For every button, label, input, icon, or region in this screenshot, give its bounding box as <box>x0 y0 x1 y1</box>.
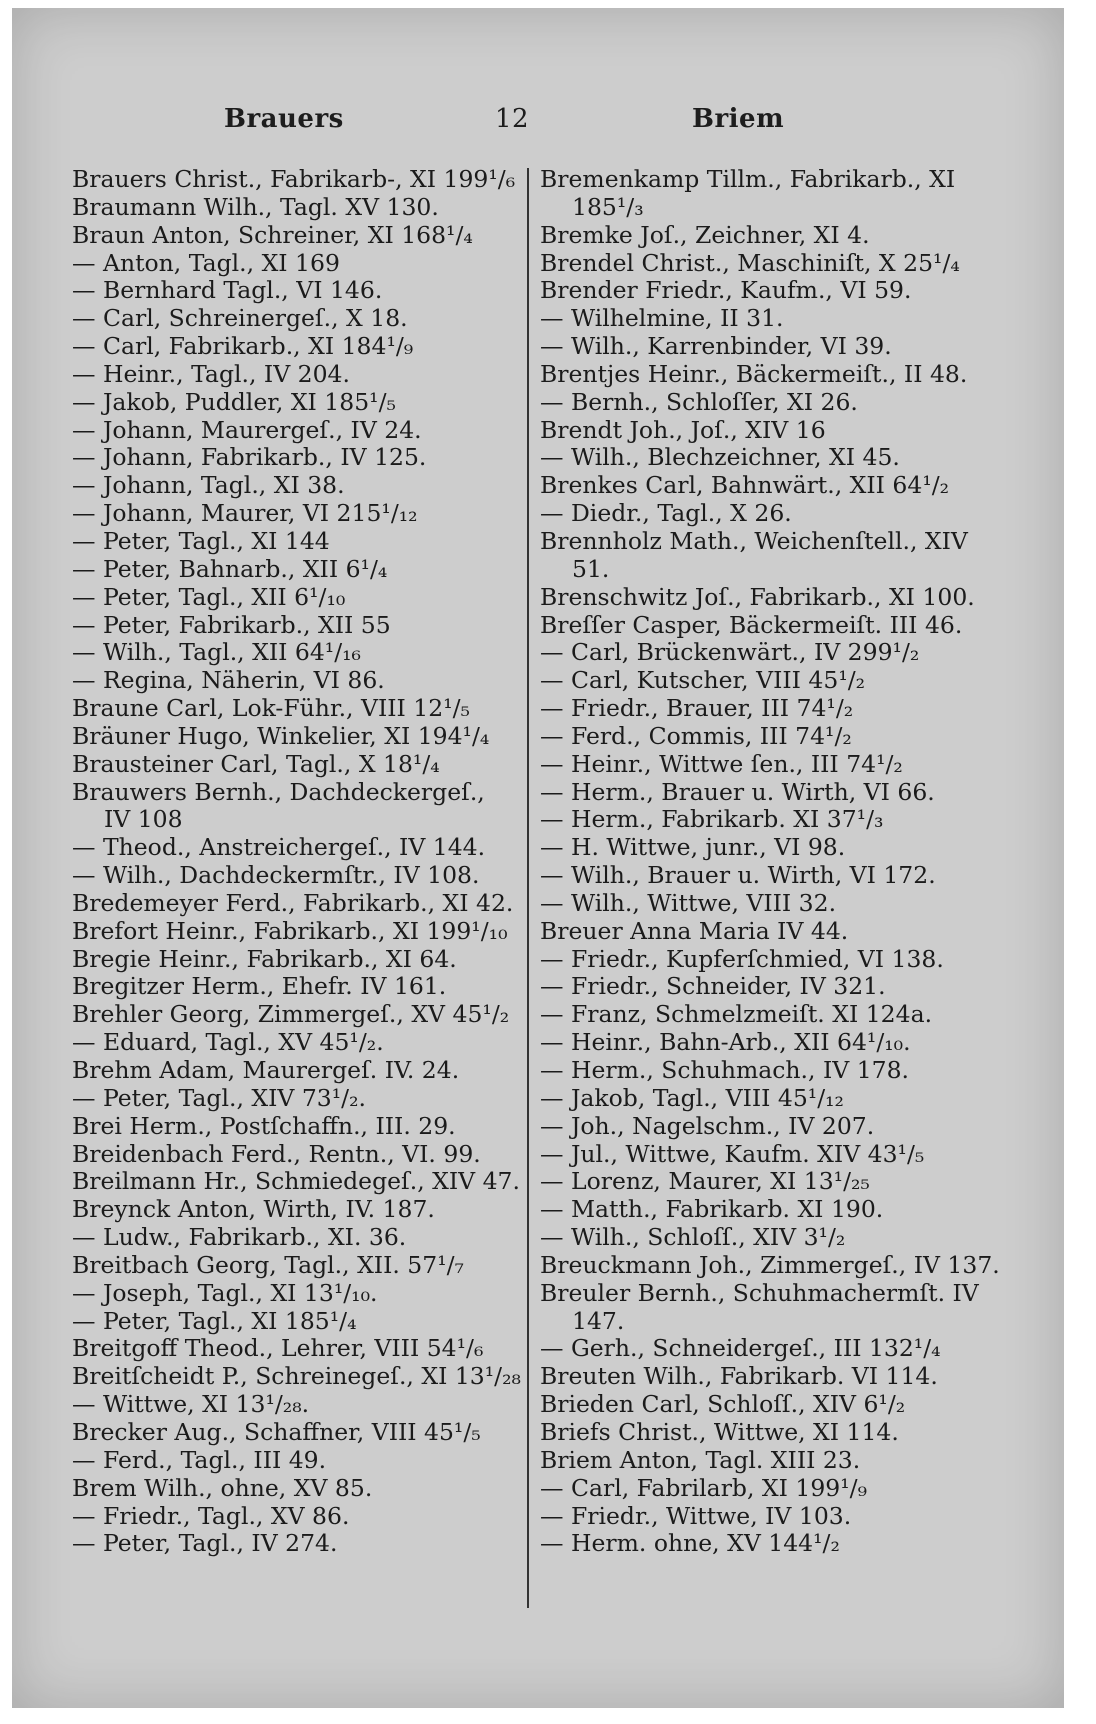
directory-entry: Briem Anton, Tagl. XIII 23. <box>540 1445 861 1474</box>
directory-entry: Braune Carl, Lok-Führ., VIII 12¹/₅ <box>72 694 470 723</box>
directory-entry: — Anton, Tagl., XI 169 <box>72 248 340 277</box>
directory-entry: Brender Friedr., Kaufm., VI 59. <box>540 276 912 305</box>
directory-entry: Breſſer Casper, Bäckermeiſt. III 46. <box>540 610 963 639</box>
directory-entry: — Carl, Schreinergeſ., X 18. <box>72 304 408 333</box>
directory-entry: — Eduard, Tagl., XV 45¹/₂. <box>72 1028 384 1057</box>
directory-entry: 185¹/₃ <box>572 192 644 221</box>
directory-entry: Breitbach Georg, Tagl., XII. 57¹/₇ <box>72 1250 464 1279</box>
directory-entry: — Heinr., Bahn-Arb., XII 64¹/₁₀. <box>540 1028 911 1057</box>
directory-entry: — Jul., Wittwe, Kaufm. XIV 43¹/₅ <box>540 1139 925 1168</box>
directory-entry: Brauwers Bernh., Dachdeckergeſ., <box>72 777 485 806</box>
directory-entry: — Johann, Tagl., XI 38. <box>72 471 345 500</box>
directory-entry: — Matth., Fabrikarb. XI 190. <box>540 1195 884 1224</box>
directory-entry: — Ferd., Tagl., III 49. <box>72 1445 327 1474</box>
directory-entry: — Herm., Brauer u. Wirth, VI 66. <box>540 777 935 806</box>
directory-entry: Breuler Bernh., Schuhmachermſt. IV <box>540 1278 979 1307</box>
directory-entry: Brem Wilh., ohne, XV 85. <box>72 1473 373 1502</box>
directory-entry: — Wilh., Wittwe, VIII 32. <box>540 888 837 917</box>
directory-entry: — Carl, Fabrilarb, XI 199¹/₉ <box>540 1473 868 1502</box>
directory-entry: Breynck Anton, Wirth, IV. 187. <box>72 1195 435 1224</box>
directory-entry: — Diedr., Tagl., X 26. <box>540 499 792 528</box>
directory-entry: Bredemeyer Ferd., Fabrikarb., XI 42. <box>72 888 514 917</box>
directory-entry: — Friedr., Kupferſchmied, VI 138. <box>540 944 944 973</box>
directory-entry: Brefort Heinr., Fabrikarb., XI 199¹/₁₀ <box>72 916 508 945</box>
directory-entry: Brenschwitz Joſ., Fabrikarb., XI 100. <box>540 582 975 611</box>
directory-entry: Braun Anton, Schreiner, XI 168¹/₄ <box>72 220 473 249</box>
directory-entry: Brentjes Heinr., Bäckermeiſt., II 48. <box>540 359 968 388</box>
directory-entry: — Bernhard Tagl., VI 146. <box>72 276 383 305</box>
directory-entry: — Johann, Maurergeſ., IV 24. <box>72 415 422 444</box>
directory-entry: — Joh., Nagelschm., IV 207. <box>540 1111 875 1140</box>
directory-entry: — Peter, Tagl., XII 6¹/₁₀ <box>72 582 346 611</box>
directory-entry: — Gerh., Schneidergeſ., III 132¹/₄ <box>540 1334 941 1363</box>
directory-entry: Brehler Georg, Zimmergeſ., XV 45¹/₂ <box>72 1000 510 1029</box>
directory-entry: Breilmann Hr., Schmiedegeſ., XIV 47. <box>72 1167 520 1196</box>
directory-entry: — Wilh., Schloſſ., XIV 3¹/₂ <box>540 1223 846 1252</box>
directory-entry: — Theod., Anstreichergeſ., IV 144. <box>72 833 486 862</box>
directory-entry: IV 108 <box>104 805 183 834</box>
directory-entry: Brecker Aug., Schaffner, VIII 45¹/₅ <box>72 1417 481 1446</box>
directory-entry: — Wittwe, XI 13¹/₂₈. <box>72 1390 310 1419</box>
directory-entry: — Wilh., Tagl., XII 64¹/₁₆ <box>72 638 361 667</box>
directory-entry: — Bernh., Schloſſer, XI 26. <box>540 387 858 416</box>
directory-entry: Bregie Heinr., Fabrikarb., XI 64. <box>72 944 457 973</box>
directory-entry: — Peter, Tagl., XIV 73¹/₂. <box>72 1083 366 1112</box>
directory-entry: Briefs Christ., Wittwe, XI 114. <box>540 1417 899 1446</box>
directory-entry: — Herm., Fabrikarb. XI 37¹/₃ <box>540 805 884 834</box>
left-column <box>72 166 520 1558</box>
directory-entry: Bremke Joſ., Zeichner, XI 4. <box>540 220 870 249</box>
directory-entry: Breuckmann Joh., Zimmergeſ., IV 137. <box>540 1250 1000 1279</box>
directory-entry: — Peter, Tagl., XI 144 <box>72 526 330 555</box>
directory-entry: Brauers Christ., Fabrikarb-, XI 199¹/₆ <box>72 165 516 193</box>
directory-entry: — Carl, Kutscher, VIII 45¹/₂ <box>540 666 866 695</box>
directory-entry: Brennholz Math., Weichenſtell., XIV <box>540 526 968 555</box>
directory-entry: — Joseph, Tagl., XI 13¹/₁₀. <box>72 1278 378 1307</box>
directory-entry: — Friedr., Brauer, III 74¹/₂ <box>540 694 854 723</box>
directory-entry: — Peter, Fabrikarb., XII 55 <box>72 610 391 639</box>
directory-entry: — Jakob, Tagl., VIII 45¹/₁₂ <box>540 1083 844 1112</box>
directory-entry: — Friedr., Tagl., XV 86. <box>72 1501 350 1530</box>
directory-entry: — Lorenz, Maurer, XI 13¹/₂₅ <box>540 1167 870 1196</box>
directory-entry: Brendt Joh., Joſ., XIV 16 <box>540 415 826 444</box>
directory-entry: Breidenbach Ferd., Rentn., VI. 99. <box>72 1139 481 1168</box>
directory-entry: — Franz, Schmelzmeiſt. XI 124a. <box>540 1000 933 1029</box>
directory-entry: — Wilhelmine, II 31. <box>540 304 784 333</box>
directory-entry: Brendel Christ., Maschiniſt, X 25¹/₄ <box>540 248 960 277</box>
directory-entry: — Ferd., Commis, III 74¹/₂ <box>540 721 852 750</box>
directory-entry: Brehm Adam, Maurergeſ. IV. 24. <box>72 1056 460 1084</box>
directory-entry: 51. <box>572 554 610 583</box>
directory-entry: — Peter, Tagl., XI 185¹/₄ <box>72 1306 357 1335</box>
directory-entry: 147. <box>572 1306 625 1335</box>
directory-entry: Bräuner Hugo, Winkelier, XI 194¹/₄ <box>72 721 490 750</box>
directory-entry: — Carl, Brückenwärt., IV 299¹/₂ <box>540 638 920 667</box>
directory-entry: Braumann Wilh., Tagl. XV 130. <box>72 192 439 221</box>
directory-entry: Brenkes Carl, Bahnwärt., XII 64¹/₂ <box>540 471 950 500</box>
directory-entry: Brieden Carl, Schloſſ., XIV 6¹/₂ <box>540 1390 906 1419</box>
running-head-left: Brauers <box>224 104 344 134</box>
directory-entry: — Peter, Tagl., IV 274. <box>72 1529 338 1558</box>
directory-entry: — H. Wittwe, junr., VI 98. <box>540 833 846 862</box>
directory-entry: — Wilh., Dachdeckermſtr., IV 108. <box>72 861 480 890</box>
directory-entry: — Wilh., Karrenbinder, VI 39. <box>540 332 892 361</box>
directory-entry: — Wilh., Brauer u. Wirth, VI 172. <box>540 861 936 890</box>
directory-entry: Brausteiner Carl, Tagl., X 18¹/₄ <box>72 749 440 778</box>
directory-entry: Breuten Wilh., Fabrikarb. VI 114. <box>540 1362 938 1391</box>
directory-entry: — Friedr., Wittwe, IV 103. <box>540 1501 852 1530</box>
directory-entry: Bremenkamp Tillm., Fabrikarb., XI <box>540 165 956 193</box>
directory-entry: — Heinr., Wittwe ſen., III 74¹/₂ <box>540 749 903 778</box>
directory-entry: Brei Herm., Postſchaffn., III. 29. <box>72 1111 456 1140</box>
directory-entry: — Friedr., Schneider, IV 321. <box>540 972 886 1001</box>
directory-entry: — Wilh., Blechzeichner, XI 45. <box>540 443 900 472</box>
directory-entry: — Herm., Schuhmach., IV 178. <box>540 1056 910 1084</box>
directory-entry: — Regina, Näherin, VI 86. <box>72 666 385 695</box>
directory-entry: — Heinr., Tagl., IV 204. <box>72 359 350 388</box>
page-number: 12 <box>495 104 530 134</box>
directory-entry: — Jakob, Puddler, XI 185¹/₅ <box>72 387 396 416</box>
directory-entry: Breitgoff Theod., Lehrer, VIII 54¹/₆ <box>72 1334 484 1363</box>
directory-page <box>12 8 1064 1708</box>
directory-entry: Breuer Anna Maria IV 44. <box>540 916 849 945</box>
directory-entry: — Peter, Bahnarb., XII 6¹/₄ <box>72 554 388 583</box>
directory-entry: — Johann, Fabrikarb., IV 125. <box>72 443 427 472</box>
directory-entry: — Johann, Maurer, VI 215¹/₁₂ <box>72 499 418 528</box>
running-head-right: Briem <box>692 104 785 134</box>
directory-entry: Breitſcheidt P., Schreinegeſ., XI 13¹/₂₈ <box>72 1362 521 1391</box>
directory-entry: — Herm. ohne, XV 144¹/₂ <box>540 1529 840 1558</box>
right-column <box>540 165 1000 1558</box>
directory-entry: — Ludw., Fabrikarb., XI. 36. <box>72 1223 407 1252</box>
directory-entry: Bregitzer Herm., Ehefr. IV 161. <box>72 972 447 1001</box>
column-divider <box>527 168 529 1608</box>
directory-entry: — Carl, Fabrikarb., XI 184¹/₉ <box>72 332 414 361</box>
